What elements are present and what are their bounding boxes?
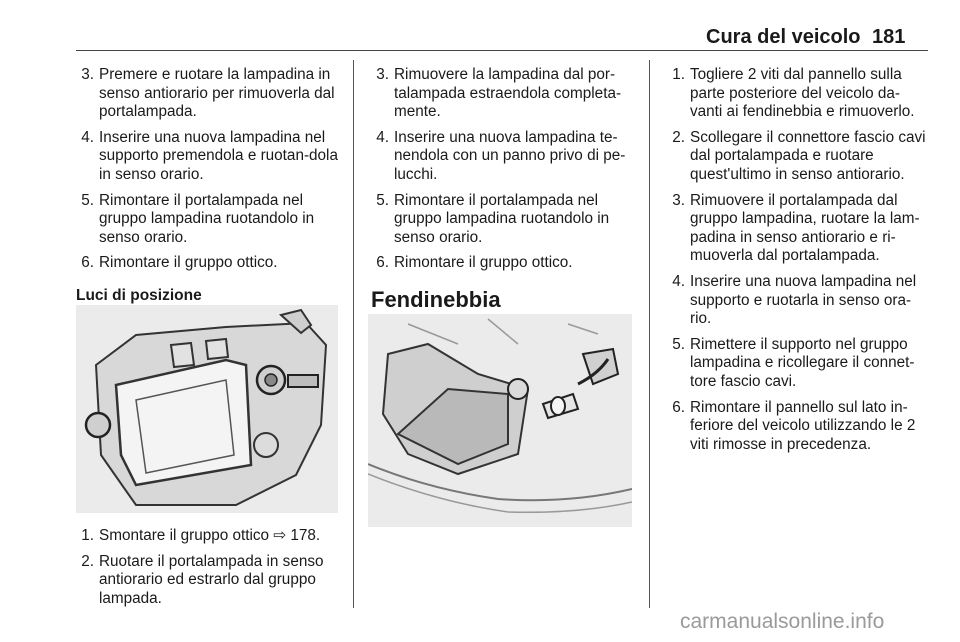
step-text: Smontare il gruppo ottico ⇨ 178. bbox=[99, 527, 321, 544]
step-number: 1. bbox=[81, 527, 94, 544]
step-text: Rimontare il portalampada nel gruppo lampadina ruotandolo in senso orario. bbox=[99, 191, 315, 246]
step-number: 5. bbox=[376, 191, 389, 209]
step-number: 6. bbox=[376, 254, 389, 272]
step-text: Ruotare il portalampada in senso antiorario ed estrarlo dal gruppo lampada. bbox=[99, 552, 324, 607]
step-number: 5. bbox=[672, 335, 685, 353]
column-divider-2 bbox=[649, 60, 650, 608]
page-number: 181 bbox=[872, 26, 906, 48]
step-text: Inserire una nuova lampadina te-nendola con un panno privo di pe-lucchi. bbox=[394, 128, 626, 183]
headlamp-illustration bbox=[76, 305, 338, 513]
step-number: 3. bbox=[376, 66, 389, 83]
step-number: 1. bbox=[672, 66, 685, 83]
step-text: Rimontare il gruppo ottico. bbox=[394, 254, 573, 272]
step-text: Rimuovere la lampadina dal por-talampada estraendola completa-mente. bbox=[394, 66, 622, 121]
list-item bbox=[667, 273, 929, 329]
step-number: 5. bbox=[81, 191, 94, 209]
step-text: Rimontare il gruppo ottico. bbox=[99, 254, 278, 272]
watermark: carmanualsonline.info bbox=[680, 610, 885, 633]
column-divider-1 bbox=[353, 60, 354, 608]
list-item bbox=[371, 192, 637, 248]
fog-lamp-illustration bbox=[368, 314, 632, 527]
subheading-luci-di-posizione: Luci di posizione bbox=[76, 286, 202, 304]
steps-list bbox=[76, 527, 344, 608]
column-3 bbox=[667, 66, 929, 461]
step-text: Rimontare il pannello sul lato in-feriore del veicolo utilizzando le 2 viti rimosse in precedenza. bbox=[690, 398, 916, 453]
list-item bbox=[76, 527, 344, 546]
section-heading-fendinebbia: Fendinebbia bbox=[371, 286, 501, 312]
column-1-bottom bbox=[76, 527, 344, 615]
column-1 bbox=[76, 66, 344, 305]
step-number: 3. bbox=[672, 191, 685, 209]
step-number: 3. bbox=[81, 66, 94, 83]
step-number: 4. bbox=[376, 128, 389, 146]
list-item bbox=[667, 192, 929, 266]
list-item bbox=[667, 129, 929, 185]
step-text: Scollegare il connettore fascio cavi dal portalampada e ruotare quest'ultimo in senso antiorario. bbox=[690, 128, 926, 183]
list-item bbox=[371, 129, 637, 185]
step-text: Togliere 2 viti dal pannello sulla parte posteriore del veicolo da-vanti ai fendinebbia e rimuoverlo. bbox=[690, 66, 915, 121]
step-number: 4. bbox=[672, 272, 685, 290]
step-text: Rimontare il portalampada nel gruppo lampadina ruotandolo in senso orario. bbox=[394, 191, 610, 246]
list-item bbox=[371, 66, 637, 122]
step-text: Rimettere il supporto nel gruppo lampadina e ricollegare il connet-tore fascio cavi. bbox=[690, 335, 915, 390]
step-number: 6. bbox=[672, 398, 685, 416]
step-text: Premere e ruotare la lampadina in senso antiorario per rimuoverla dal portalampada. bbox=[99, 66, 335, 121]
list-item bbox=[76, 553, 344, 609]
steps-list bbox=[76, 66, 344, 273]
step-number: 4. bbox=[81, 128, 94, 146]
list-item bbox=[371, 254, 637, 273]
steps-list bbox=[371, 66, 637, 273]
list-item bbox=[667, 399, 929, 455]
list-item bbox=[667, 336, 929, 392]
list-item bbox=[76, 192, 344, 248]
step-text: Inserire una nuova lampadina nel supporto e ruotarla in senso ora-rio. bbox=[690, 272, 917, 328]
step-number: 2. bbox=[672, 128, 685, 146]
column-2 bbox=[371, 66, 637, 313]
steps-list bbox=[667, 66, 929, 454]
step-text: Inserire una nuova lampadina nel supporto premendola e ruotan-dola in senso orario. bbox=[99, 128, 338, 183]
list-item bbox=[667, 66, 929, 122]
list-item bbox=[76, 254, 344, 273]
list-item bbox=[76, 129, 344, 185]
header-rule bbox=[76, 50, 928, 51]
list-item bbox=[76, 66, 344, 122]
step-number: 2. bbox=[81, 552, 94, 570]
running-header-title: Cura del veicolo bbox=[706, 26, 861, 48]
step-text: Rimuovere il portalampada dal gruppo lampadina, ruotare la lam-padina in senso antiorario e ri-muoverla dal portalampada. bbox=[690, 191, 920, 265]
step-number: 6. bbox=[81, 254, 94, 272]
